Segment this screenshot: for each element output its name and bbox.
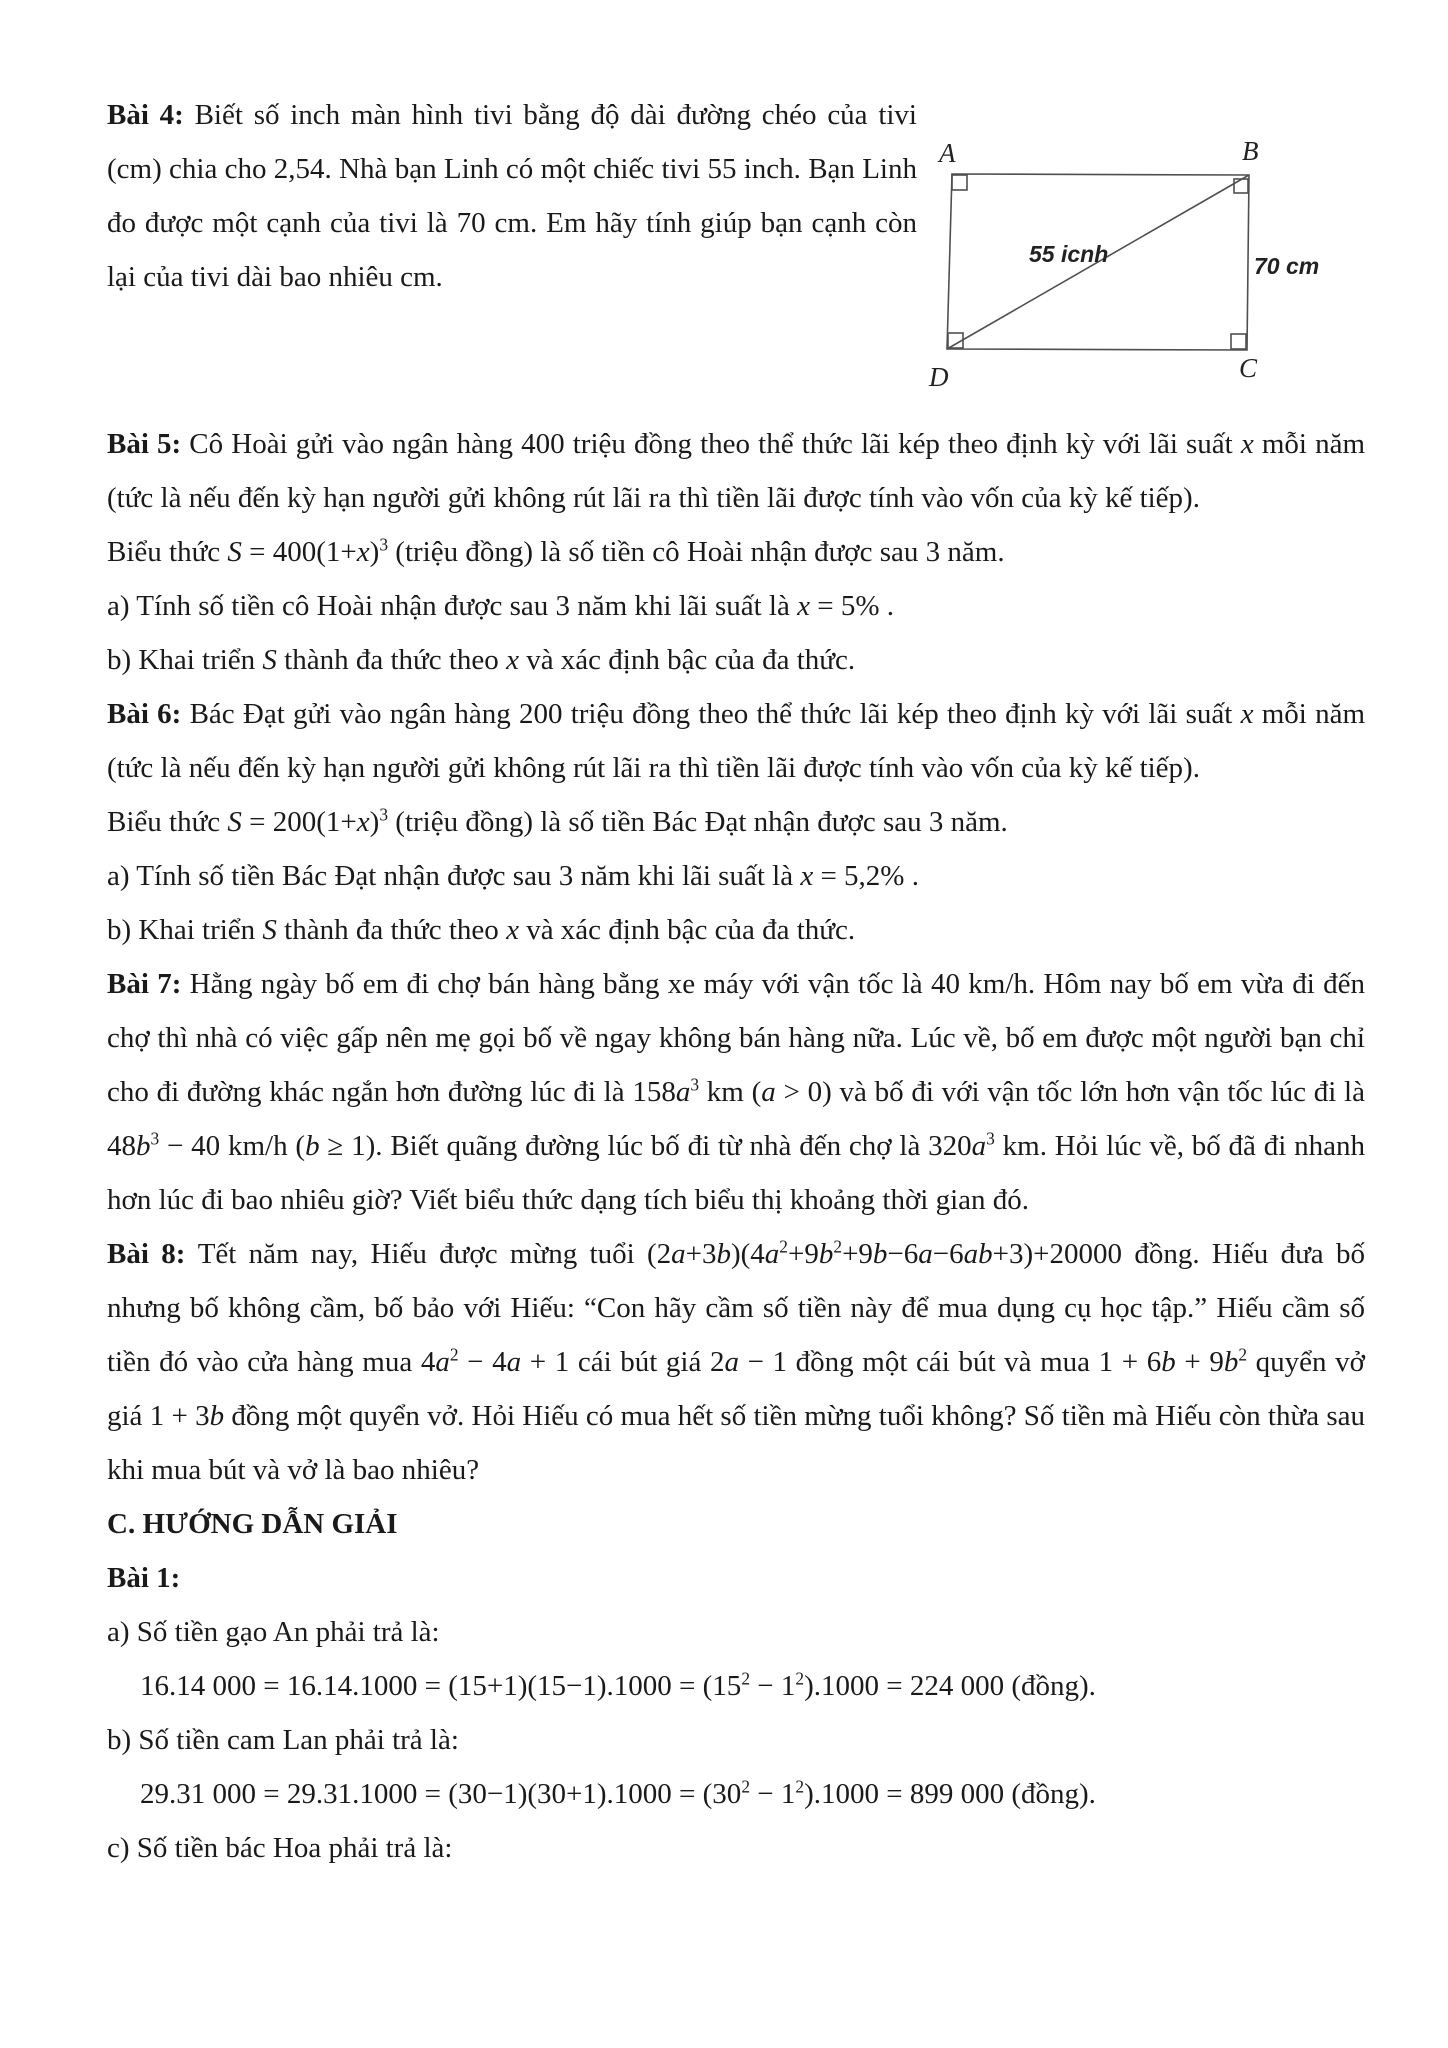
text-run: quyển vở giá 1 + 3 <box>107 1346 1365 1432</box>
text-run: S <box>227 536 242 568</box>
side-label: 70 cm <box>1254 253 1320 279</box>
text-run: a <box>971 1130 987 1162</box>
text-run: x <box>506 914 519 946</box>
text-run: − 1 <box>750 1778 796 1810</box>
text-run: km ( <box>699 1076 762 1108</box>
text-run: Bài 4: <box>107 99 195 131</box>
diagonal-label: 55 icnh <box>1029 241 1109 267</box>
text-run: Biết số inch màn hình tivi bằng độ dài đường chéo của tivi (cm) chia cho 2,54. Nhà bạn Linh có một chiếc tivi 55 inch. Bạn Linh đo được một cạnh của tivi là 70 cm. Em hãy tính giúp bạn cạnh còn lại của tivi dài bao nhiêu cm. <box>107 99 917 293</box>
text-run: x <box>797 590 810 622</box>
text-run: ).1000 = 899 000 (đồng). <box>804 1778 1096 1810</box>
text-run: +9 <box>788 1238 819 1270</box>
text-run: ) <box>369 536 380 568</box>
solution-1a-label <box>107 1605 1365 1659</box>
right-angle-mark-b <box>1234 179 1248 193</box>
text-run: S <box>262 914 277 946</box>
problem-4-row <box>107 88 1365 407</box>
text-run: thành đa thức theo <box>276 644 507 676</box>
text-run: Tết năm nay, Hiếu được mừng tuổi (2 <box>197 1238 672 1270</box>
text-run: C. HƯỚNG DẪN GIẢI <box>107 1508 398 1540</box>
right-angle-mark-a <box>952 175 967 190</box>
text-run: mỗi năm (tức là nếu đến kỳ hạn người gửi không rút lãi ra thì tiền lãi được tính vào vốn của kỳ kế tiếp). <box>107 428 1365 514</box>
text-run: Cô Hoài gửi vào ngân hàng 400 triệu đồng theo thể thức lãi kép theo định kỳ với lãi suất <box>189 428 1241 460</box>
text-run: x <box>800 860 814 892</box>
text-run: 3 <box>986 1128 995 1149</box>
text-run: x <box>506 644 519 676</box>
tv-diagram-svg <box>917 102 1367 407</box>
solution-1-label <box>107 1551 1365 1605</box>
text-run: 3 <box>379 534 389 555</box>
text-run: Biểu thức <box>107 806 228 838</box>
text-run: b <box>209 1400 225 1432</box>
text-run: 2 <box>741 1668 751 1689</box>
text-run: ) <box>369 806 380 838</box>
problem-6-expression <box>107 795 1365 849</box>
text-run: 2 <box>795 1776 805 1797</box>
solution-1b-label <box>107 1713 1365 1767</box>
text-run: Hằng ngày bố em đi chợ bán hàng bằng xe máy với vận tốc là 40 km/h. Hôm nay bố em vừa đi đến chợ thì nhà có việc gấp nên mẹ gọi bố về ngay không bán hàng nữa. Lúc về, bố em được một người bạn chỉ cho đi đường khác ngắn hơn đường lúc đi là 158 <box>107 968 1365 1108</box>
text-run: +9 <box>842 1238 873 1270</box>
text-run: −6 <box>887 1238 919 1270</box>
text-run: Biểu thức <box>107 536 228 568</box>
text-run: b) Khai triển <box>107 914 263 946</box>
text-run: −6 <box>932 1238 964 1270</box>
text-run: 2 <box>779 1236 788 1257</box>
text-run: a <box>675 1076 691 1108</box>
text-run: 2 <box>833 1236 843 1257</box>
solution-1b-equation <box>107 1767 1365 1821</box>
text-run: Bài 6: <box>107 698 190 730</box>
text-run: S <box>262 644 277 676</box>
text-run: a) Số tiền gạo An phải trả là: <box>107 1616 440 1648</box>
text-run: 29.31 000 = 29.31.1000 = (30−1)(30+1).1000 = (30 <box>140 1778 742 1810</box>
text-run: − 4 <box>458 1346 507 1378</box>
text-run: thành đa thức theo <box>276 914 507 946</box>
text-run: +3 <box>685 1238 717 1270</box>
text-run: = 5% . <box>809 590 894 622</box>
text-run: − 1 đồng một cái bút và mua 1 + 6 <box>738 1346 1162 1378</box>
problem-7-statement <box>107 957 1365 1227</box>
text-run: +3)+20000 đồng. Hiếu đưa bố nhưng bố không cầm, bố bảo với Hiếu: “Con hãy cầm số tiền này để mua dụng cụ học tập.” Hiếu cầm số tiền đó vào cửa hàng mua 4 <box>107 1238 1366 1378</box>
text-run: c) Số tiền bác Hoa phải trả là: <box>107 1832 453 1864</box>
text-run: 2 <box>449 1344 459 1365</box>
corner-label-a: A <box>939 138 956 168</box>
text-run: a <box>506 1346 522 1378</box>
solutions-heading <box>107 1497 1365 1551</box>
text-run: (triệu đồng) là số tiền cô Hoài nhận được sau 3 năm. <box>388 536 1005 568</box>
solution-1a-equation <box>107 1659 1365 1713</box>
text-run: (triệu đồng) là số tiền Bác Đạt nhận được sau 3 năm. <box>388 806 1008 838</box>
text-run: b) Số tiền cam Lan phải trả là: <box>107 1724 459 1756</box>
text-run: + 1 cái bút giá 2 <box>521 1346 725 1378</box>
text-run: − 40 km/h ( <box>159 1130 306 1162</box>
text-run: a <box>761 1076 776 1108</box>
text-run: mỗi năm (tức là nếu đến kỳ hạn người gửi không rút lãi ra thì tiền lãi được tính vào vốn của kỳ kế tiếp). <box>107 698 1366 784</box>
text-run: b <box>716 1238 731 1270</box>
text-run: b <box>872 1238 888 1270</box>
text-run: a <box>724 1346 739 1378</box>
text-run: và xác định bậc của đa thức. <box>518 644 856 676</box>
text-run: = 200(1+ <box>241 806 357 838</box>
text-run: b) Khai triển <box>107 644 263 676</box>
problem-5-part-b <box>107 633 1365 687</box>
text-run: b <box>1223 1346 1239 1378</box>
text-run: 3 <box>379 804 389 825</box>
text-run: và xác định bậc của đa thức. <box>518 914 856 946</box>
problem-6-part-b <box>107 903 1365 957</box>
text-run: x <box>356 536 370 568</box>
problem-6-statement <box>107 687 1365 795</box>
solution-1c-label <box>107 1821 1365 1875</box>
text-run: a <box>764 1238 780 1270</box>
problem-5-part-a <box>107 579 1365 633</box>
corner-label-c: C <box>1239 353 1258 383</box>
tv-diagram <box>917 102 1367 407</box>
text-run: Bài 7: <box>107 968 190 1000</box>
text-run: b <box>136 1130 151 1162</box>
text-run: > 0) và bố đi với vận tốc lớn hơn vận tốc lúc đi là 48 <box>107 1076 1365 1162</box>
text-run: b <box>818 1238 834 1270</box>
text-run: km. Hỏi lúc về, bố đã đi nhanh hơn lúc đi bao nhiêu giờ? Viết biểu thức dạng tích biểu thị khoảng thời gian đó. <box>107 1130 1365 1216</box>
corner-label-b: B <box>1242 136 1259 166</box>
paragraphs <box>107 417 1365 1875</box>
text-run: − 1 <box>750 1670 796 1702</box>
text-run: ab <box>963 1238 993 1270</box>
text-run: = 400(1+ <box>241 536 357 568</box>
text-run: x <box>1240 428 1254 460</box>
text-run: + 9 <box>1175 1346 1224 1378</box>
text-run: ).1000 = 224 000 (đồng). <box>804 1670 1096 1702</box>
corner-label-d: D <box>929 362 949 392</box>
text-run: x <box>356 806 370 838</box>
text-run: b <box>305 1130 320 1162</box>
text-run: Bài 8: <box>107 1238 198 1270</box>
text-run: a <box>435 1346 450 1378</box>
text-run: a <box>918 1238 933 1270</box>
text-run: Bác Đạt gửi vào ngân hàng 200 triệu đồng theo thể thức lãi kép theo định kỳ với lãi suất <box>189 698 1241 730</box>
problem-5-statement <box>107 417 1365 525</box>
text-run: a) Tính số tiền cô Hoài nhận được sau 3 năm khi lãi suất là <box>107 590 798 622</box>
problem-4-text-column <box>107 88 917 304</box>
text-run: 3 <box>690 1074 700 1095</box>
text-run: đồng một quyển vở. Hỏi Hiếu có mua hết số tiền mừng tuổi không? Số tiền mà Hiếu còn thừa sau khi mua bút và vở là bao nhiêu? <box>107 1400 1365 1486</box>
text-run: 2 <box>1238 1344 1248 1365</box>
text-run: Bài 1: <box>107 1562 181 1594</box>
text-run: b <box>1161 1346 1176 1378</box>
text-run: Bài 5: <box>107 428 190 460</box>
text-run: ≥ 1). Biết quãng đường lúc bố đi từ nhà đến chợ là 320 <box>319 1130 972 1162</box>
problem-6-part-a <box>107 849 1365 903</box>
text-run: a <box>671 1238 686 1270</box>
text-run: = 5,2% . <box>813 860 919 892</box>
problem-8-statement <box>107 1227 1365 1497</box>
text-run: S <box>227 806 242 838</box>
text-run: x <box>1240 698 1254 730</box>
text-run: 16.14 000 = 16.14.1000 = (15+1)(15−1).1000 = (15 <box>140 1670 742 1702</box>
text-run: a) Tính số tiền Bác Đạt nhận được sau 3 năm khi lãi suất là <box>107 860 801 892</box>
text-run: )(4 <box>730 1238 765 1270</box>
right-angle-mark-c <box>1231 334 1246 349</box>
problem-4-statement <box>107 88 917 304</box>
problem-5-expression <box>107 525 1365 579</box>
text-run: 3 <box>150 1128 160 1149</box>
text-run: 2 <box>741 1776 751 1797</box>
text-run: 2 <box>795 1668 805 1689</box>
